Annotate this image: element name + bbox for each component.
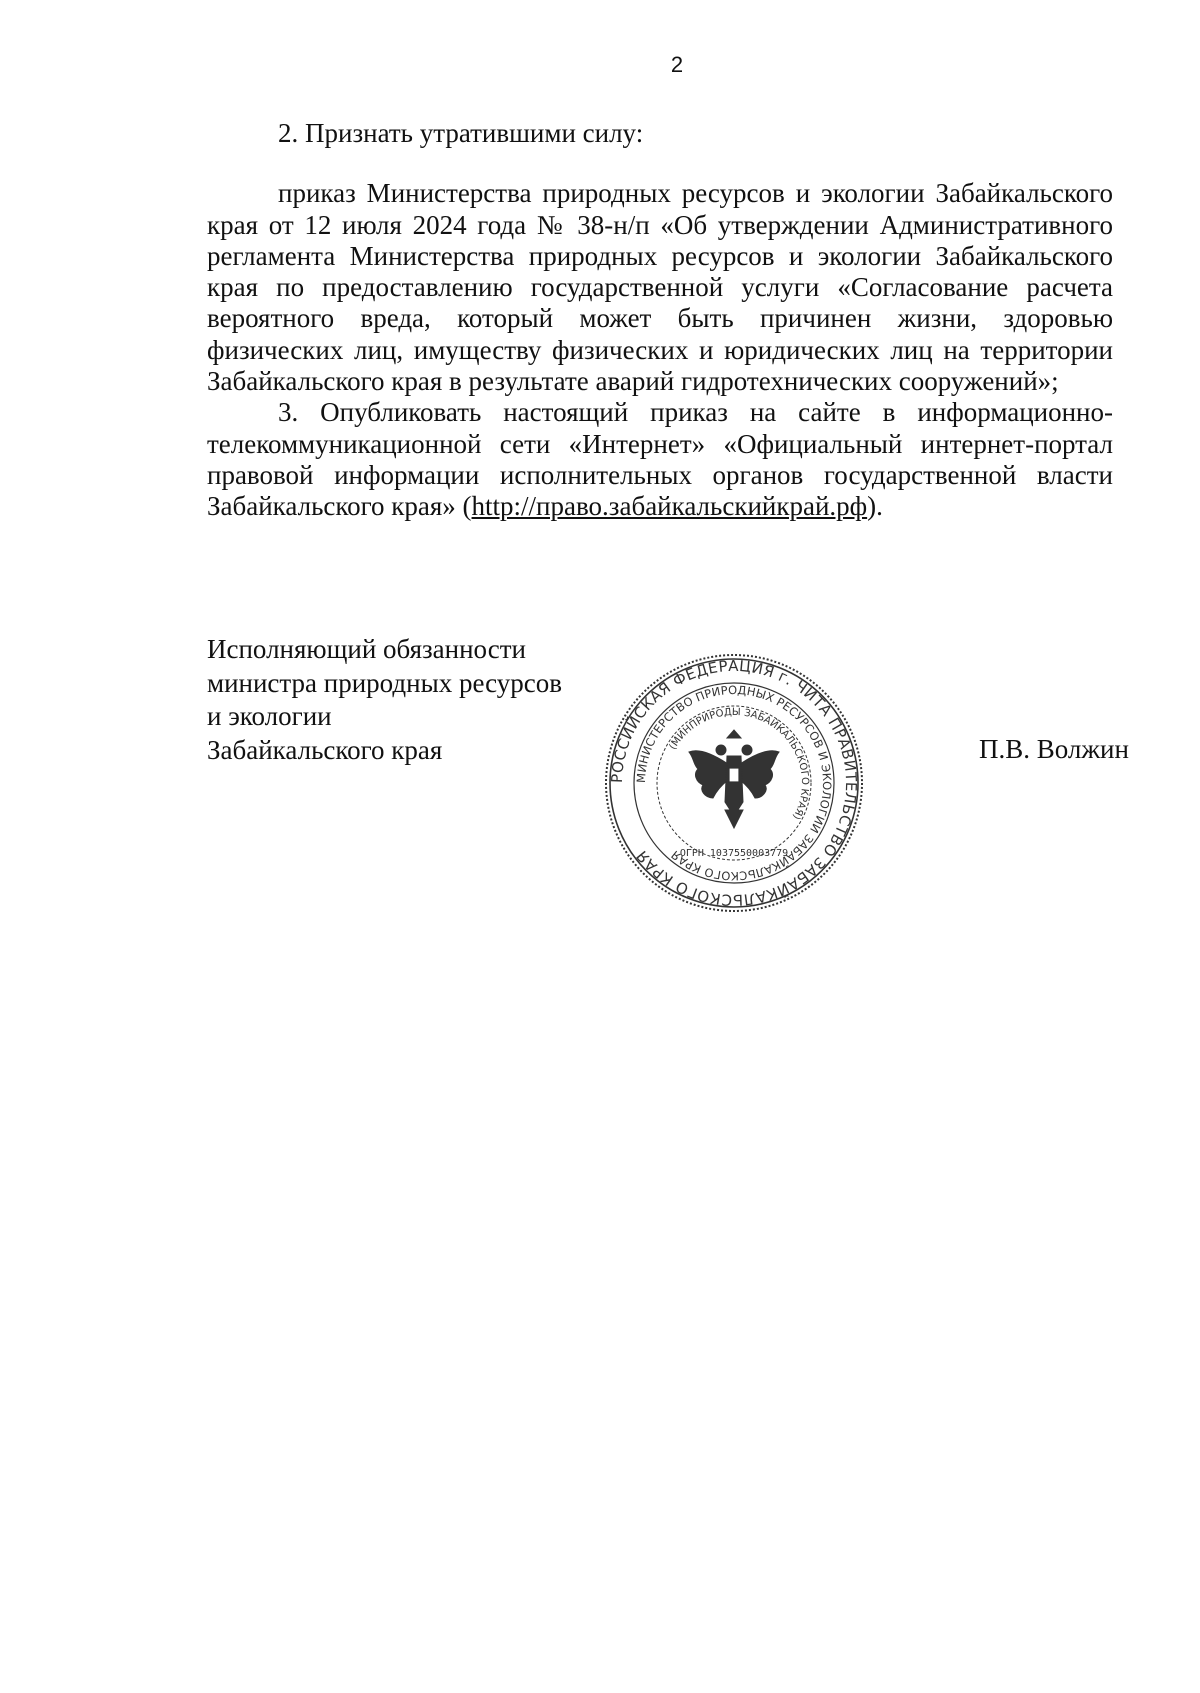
official-seal	[603, 652, 865, 914]
signatory-position-line: Исполняющий обязанности	[207, 634, 526, 664]
eagle-left-head	[716, 745, 726, 755]
signatory-position-line: Забайкальского края	[207, 734, 443, 765]
item-3-text	[207, 397, 1113, 522]
eagle-tail	[725, 810, 743, 828]
eagle-right-head	[742, 745, 752, 755]
signatory-position-line: и экологии	[207, 701, 332, 731]
item-3-text-after-link: ).	[867, 491, 883, 522]
signatory-name: П.В. Волжин	[979, 734, 1129, 764]
eagle-crown	[727, 730, 741, 738]
eagle-shield	[729, 768, 739, 782]
page-number: 2	[670, 52, 684, 77]
item-2-heading: 2. Признать утратившими силу:	[278, 118, 644, 148]
signatory-position	[207, 633, 562, 767]
double-headed-eagle-emblem	[689, 730, 779, 828]
item-2-text: приказ Министерства природных ресурсов и экологии Забайкальского края от 12 июля 2024 года № 38-н/п «Об утверждении Административного регламента Министерства природных ресурсов и экологии Забайкальского края по предоставлению государственной услуги «Согласование расчета вероятного вреда, который может быть причинен жизни, здоровью физических лиц, имуществу физических и юридических лиц на территории Забайкальского края в результате аварий гидротехнических сооружений»;	[207, 178, 1113, 397]
eagle-body	[725, 756, 743, 816]
item-3-text-before-link: 3. Опубликовать настоящий приказ на сайте в информационно-телекоммуникационной сети «Интернет» «Официальный интернет-портал правовой информации исполнительных органов государственной власти Забайкальского края» (	[207, 397, 1113, 522]
eagle-left-wing	[689, 751, 728, 798]
seal-inner-text: МИНИСТЕРСТВО ПРИРОДНЫХ РЕСУРСОВ И ЭКОЛОГИИ ЗАБАЙКАЛЬСКОГО КРАЯ	[633, 682, 835, 884]
seal-ogrn-text: ОГРН 1037550003779	[679, 848, 789, 859]
signatory-position-line: министра природных ресурсов	[207, 667, 562, 698]
portal-link[interactable]: http://право.забайкальскийкрай.рф	[471, 491, 868, 522]
seal-abbrev-text: (МИНПРИРОДЫ ЗАБАЙКАЛЬСКОГО КРАЯ)	[667, 706, 811, 822]
document-body	[207, 118, 1113, 523]
seal-outer-text: РОССИЙСКАЯ ФЕДЕРАЦИЯ г. ЧИТА ПРАВИТЕЛЬСТВО ЗАБАЙКАЛЬСКОГО КРАЯ	[607, 656, 861, 910]
eagle-right-wing	[740, 751, 779, 798]
